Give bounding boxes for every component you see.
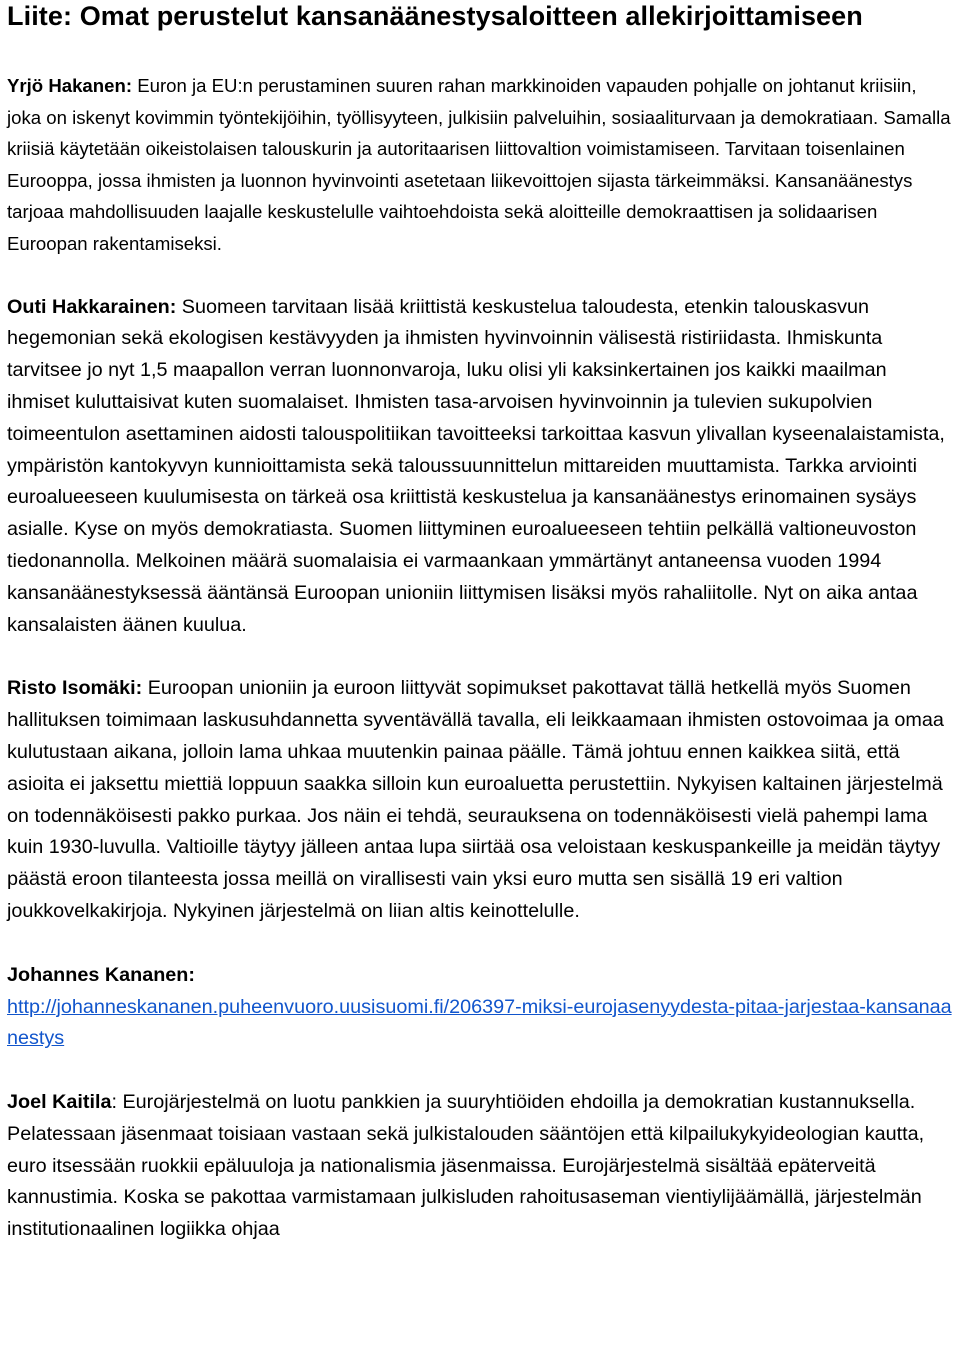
statement-kaitila bbox=[7, 1087, 953, 1246]
statement-text: Suomeen tarvitaan lisää kriittistä keskustelua taloudesta, etenkin talouskasvun hegemonian sekä ekologisen kestävyyden ja ihmisten hyvinvoinnin välisestä ristiriidasta. Ihmiskunta tarvitsee jo nyt 1,5 maapallon verran luonnonvaroja, luku olisi yli kaksinkertainen jos kaikki maailman ihmiset kuluttaisivat kuten suomalaiset. Ihmisten tasa-arvoisen hyvinvoinnin ja tulevien sukupolvien toimeentulon asettaminen aidosti talouspolitiikan tavoitteeksi tarkoittaa kasvun ylivallan kyseenalaistamista, ympäristön kantokyvyn kunnioittamista sekä taloussuunnittelun mittareiden muuttamista. Tarkka arviointi euroalueeseen kuulumisesta on tärkeä osa kriittistä keskustelua ja kansanäänestys erinomainen sysäys asialle. Kyse on myös demokratiasta. Suomen liittyminen euroalueeseen tehtiin pelkällä valtioneuvoston tiedonannolla. Melkoinen määrä suomalaisia ei varmaankaan ymmärtänyt antaneensa vuoden 1994 kansanäänestyksessä ääntänsä Euroopan unioniin liittymisen lisäksi myös rahaliitolle. Nyt on aika antaa kansalaisten äänen kuulua. bbox=[7, 295, 945, 636]
statement-isomaki bbox=[7, 673, 953, 927]
statement-text: Euron ja EU:n perustaminen suuren rahan markkinoiden vapauden pohjalle on johtanut kriisiin, joka on iskenyt kovimmin työntekijöihin, työllisyyteen, julkisiin palveluihin, sosiaaliturvaan ja demokratiaan. Samalla kriisiä käytetään oikeistolaisen talouskurin ja autoritaarisen liittovaltion voimistamiseen. Tarvitaan toisenlainen Eurooppa, jossa ihmisten ja luonnon hyvinvointi asetetaan liikevoittojen sijasta tärkeimmäksi. Kansanäänestys tarjoaa mahdollisuuden laajalle keskustelulle vaihtoehdoista sekä aloitteille demokraattisen ja solidaarisen Euroopan rakentamiseksi. bbox=[7, 75, 951, 254]
speaker-name: Risto Isomäki: bbox=[7, 677, 143, 700]
page-title: Liite: Omat perustelut kansanäänestysaloitteen allekirjoittamiseen bbox=[7, 1, 863, 31]
statement-hakanen bbox=[7, 70, 953, 260]
speaker-name: Joel Kaitila bbox=[7, 1091, 112, 1114]
statement-hakkarainen bbox=[7, 292, 953, 642]
statement-text: : Eurojärjestelmä on luotu pankkien ja suuryhtiöiden ehdoilla ja demokratian kustannuksella. Pelatessaan jäsenmaat toisiaan vastaan sekä julkistalouden sääntöjen että kilpailukykyideologian kautta, euro itsessään ruokkii epäluuloja ja nationalismia jäsenmaissa. Eurojärjestelmä sisältää epäterveitä kannustimia. Koska se pakottaa varmistamaan julkisluden rahoitusaseman vientiylijäämällä, järjestelmän institutionaalinen logiikka ohjaa bbox=[7, 1091, 925, 1241]
statement-kananen bbox=[7, 960, 953, 1055]
speaker-name: Johannes Kananen: bbox=[7, 963, 195, 986]
statement-link[interactable]: http://johanneskananen.puheenvuoro.uusisuomi.fi/206397-miksi-eurojasenyydesta-pitaa-jarjestaa-kansanaanestys bbox=[7, 995, 952, 1050]
speaker-name: Outi Hakkarainen: bbox=[7, 295, 177, 318]
speaker-name: Yrjö Hakanen: bbox=[7, 75, 133, 96]
statement-text: Euroopan unioniin ja euroon liittyvät sopimukset pakottavat tällä hetkellä myös Suomen hallituksen toimimaan laskusuhdannetta syventävällä tavalla, eli leikkaamaan ihmisten ostovoimaa ja omaa kulutustaan aikana, jolloin lama uhkaa muutenkin painaa päälle. Tämä johtuu ennen kaikkea siitä, että asioita ei jaksettu miettiä loppuun saakka silloin kun euroaluetta perustettiin. Nykyisen kaltainen järjestelmä on todennäköisesti pakko purkaa. Jos näin ei tehdä, seurauksena on todennäköisesti vielä pahempi lama kuin 1930-luvulla. Valtioille täytyy jälleen antaa lupa siirtää osa veloistaan keskuspankeille ja meidän täytyy päästä eroon tilanteesta jossa meillä on virallisesti vain yksi euro mutta sen sisällä 19 eri valtion joukkovelkakirjoja. Nykyinen järjestelmä on liian altis keinottelulle. bbox=[7, 677, 944, 922]
